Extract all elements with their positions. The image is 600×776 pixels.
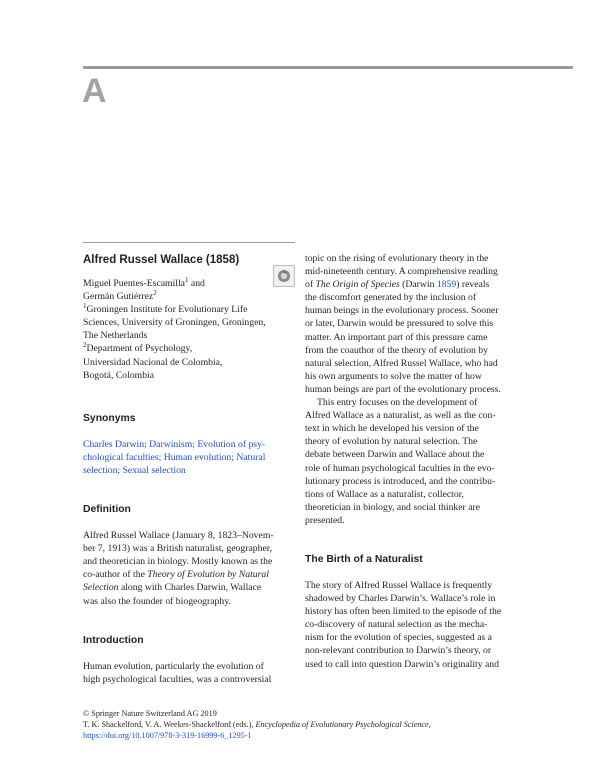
synonyms-links[interactable]: Charles Darwin; Darwinism; Evolution of psy- <box>83 438 266 450</box>
check-for-updates-icon[interactable] <box>273 265 295 287</box>
introduction-line: high psychological faculties, was a controversial <box>83 673 272 685</box>
body-line: Alfred Wallace as a naturalist, as well as the con- <box>305 410 496 422</box>
body-line: topic on the rising of evolutionary theory in the <box>305 253 489 264</box>
body-line: natural selection, Alfred Russel Wallace, who had <box>305 357 498 369</box>
author-block <box>83 277 295 382</box>
body-line: the discomfort generated by the inclusion of <box>305 292 477 304</box>
body-line: text in which he developed his version of the <box>305 423 479 435</box>
synonyms-line <box>83 464 295 477</box>
body-line: matter. An important part of this pressure came <box>305 331 488 343</box>
synonyms-line <box>83 451 295 464</box>
definition-line: co-author of the Theory of Evolution by Natural <box>83 569 269 581</box>
introduction-heading: Introduction <box>83 634 144 646</box>
synonyms-links[interactable]: chological faculties; Human evolution; Natural <box>83 451 266 463</box>
body-line: history has often been limited to the episode of the <box>305 606 502 618</box>
body-line: nism for the evolution of species, suggested as a <box>305 632 492 644</box>
body-line: This entry focuses on the development of <box>317 397 478 409</box>
synonyms-line <box>83 438 295 451</box>
body-line: human beings are part of the evolutionary process. <box>305 383 501 395</box>
body-line: theory of evolution by natural selection. The <box>305 436 478 448</box>
title-rule <box>83 242 295 243</box>
page-footer <box>83 708 573 741</box>
citation-link[interactable]: 1859 <box>436 279 457 291</box>
synonyms-links[interactable]: selection; Sexual selection <box>83 464 186 476</box>
body-line: shadowed by Charles Darwin’s. Wallace’s role in <box>305 593 496 605</box>
body-line: role of human psychological faculties in the evo- <box>305 462 495 474</box>
body-line: used to call into question Darwin’s originality and <box>305 658 499 670</box>
copyright-line: © Springer Nature Switzerland AG 2019 <box>83 709 217 718</box>
affiliation-line: The Netherlands <box>83 330 148 342</box>
definition-line: Selection along with Charles Darwin, Wallace <box>83 582 262 594</box>
right-column <box>305 252 573 671</box>
body-line: tions of Wallace as a naturalist, collector, <box>305 488 464 500</box>
body-line: from the coauthor of the theory of evolution by <box>305 344 488 356</box>
body-line: presented. <box>305 514 345 526</box>
affiliation-line: Universidad Nacional de Colombia, <box>83 356 223 368</box>
body-line: mid-nineteenth century. A comprehensive reading <box>305 266 498 278</box>
left-column <box>83 242 295 686</box>
doi-link[interactable]: https://doi.org/10.1007/978-3-319-16999-6_1295-1 <box>83 731 252 740</box>
body-line: lutionary process is introduced, and the contribu- <box>305 475 496 487</box>
body-line: The story of Alfred Russel Wallace is frequently <box>305 579 493 591</box>
author-line: Miguel Puentes-Escamilla$^1$ and <box>83 275 205 289</box>
affiliation-line: $^1$Groningen Institute for Evolutionary Life <box>83 301 248 316</box>
affiliation-line: Bogotá, Colombia <box>83 369 155 381</box>
section-letter: A <box>82 72 107 110</box>
body-line: his own arguments to solve the matter of how <box>305 370 482 382</box>
body-line: theoretician in biology, and social thinker are <box>305 501 481 513</box>
definition-line: ber 7, 1913) was a British naturalist, geographer, <box>83 543 273 555</box>
definition-line: was also the founder of biogeography. <box>83 595 231 607</box>
birth-of-naturalist-heading: The Birth of a Naturalist <box>305 553 423 565</box>
body-line: debate between Darwin and Wallace about the <box>305 449 485 461</box>
top-rule <box>83 66 573 69</box>
body-line: of The Origin of Species (Darwin 1859) reveals <box>305 279 490 291</box>
definition-line: Alfred Russel Wallace (January 8, 1823–Novem- <box>83 530 274 542</box>
body-line: or later, Darwin would be pressured to solve this <box>305 318 494 330</box>
definition-heading: Definition <box>83 504 131 516</box>
affiliation-line: Sciences, University of Groningen, Groningen, <box>83 317 266 329</box>
entry-title: Alfred Russel Wallace (1858) <box>83 254 240 266</box>
definition-line: and theoretician in biology. Mostly known as the <box>83 556 273 568</box>
introduction-line: Human evolution, particularly the evolution of <box>83 660 264 672</box>
body-line: co-discovery of natural selection as the mecha- <box>305 619 488 631</box>
body-line: human beings in the evolutionary process. Sooner <box>305 305 499 317</box>
citation-line: T. K. Shackelford, V. A. Weekes-Shackelford (eds.), Encyclopedia of Evolutionary Psychological Science, <box>83 720 431 729</box>
synonyms-heading: Synonyms <box>83 412 136 424</box>
affiliation-line: $^2$Department of Psychology, <box>83 341 193 355</box>
body-line: non-relevant contribution to Darwin’s theory, or <box>305 645 492 657</box>
author-line: Germán Gutiérrez$^2$ <box>83 288 157 303</box>
